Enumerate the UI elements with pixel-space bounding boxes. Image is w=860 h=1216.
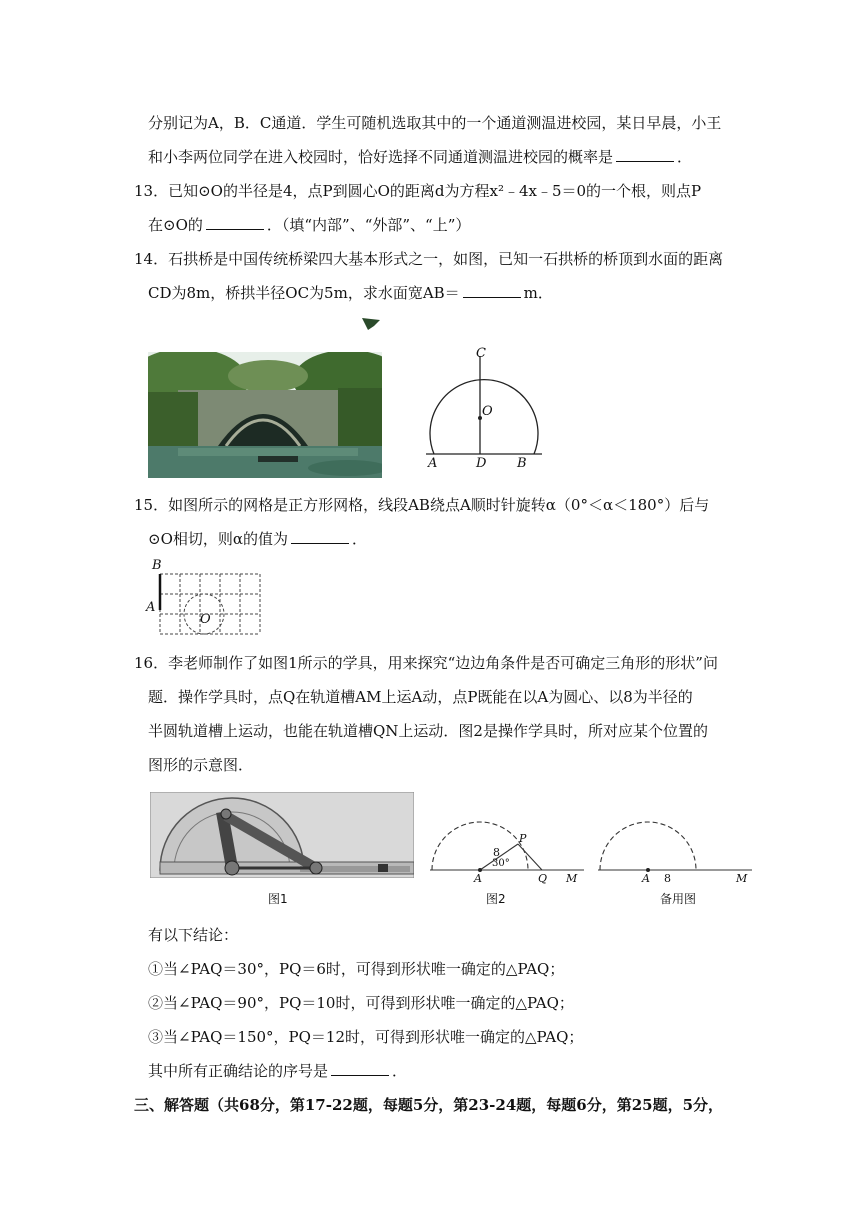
q14-line1: 14．石拱桥是中国传统桥梁四大基本形式之一，如图，已知一石拱桥的桥顶到水面的距离 [134,250,724,268]
q12-line2-text: 和小李两位同学在进入校园时，恰好选择不同通道测温进校园的概率是 [148,148,614,166]
q13-line2 [148,214,470,236]
caption-fig1: 图1 [268,892,288,906]
answer-blank [291,529,349,544]
label-B: B [517,456,527,471]
grid-label-B: B [152,558,162,573]
q16-line2: 题．操作学具时，点Q在轨道槽AM上运A动，点P既能在以A为圆心、以8为半径的 [148,688,693,706]
fig3-label-8: 8 [664,872,671,885]
section-3-heading: 三、解答题（共68分，第17-22题，每题5分，第23-24题，每题6分，第25题，5分， [134,1096,724,1114]
tool-photo [150,792,414,878]
q15-line1: 15．如图所示的网格是正方形网格，线段AB绕点A顺时针旋转α（0°＜α＜180°）后与 [134,496,710,514]
q12-line1: 分别记为A，B．C通道．学生可随机选取其中的一个通道测温进校园，某日早晨，小王 [148,114,722,132]
q16-line1: 16．李老师制作了如图1所示的学具，用来探究“边边角条件是否可确定三角形的形状”问 [134,654,718,672]
conclusion-2: ②当∠PAQ＝90°，PQ＝10时，可得到形状唯一确定的△PAQ； [148,994,574,1012]
label-D: D [476,456,487,471]
q12-line2-end: ． [677,148,693,166]
q15-line2 [148,528,367,550]
conclusion-1: ①当∠PAQ＝30°，PQ＝6时，可得到形状唯一确定的△PAQ； [148,960,565,978]
q16-ask [148,1060,407,1082]
conclusion-intro: 有以下结论： [148,926,239,944]
fig2-label-Q: Q [538,872,548,885]
q14-line2-text: CD为8m，桥拱半径OC为5m，求水面宽AB＝ [148,284,460,302]
fig2-label-P: P [519,832,527,845]
q13-line2-end: ．（填“内部”、“外部”、“上”） [266,216,471,234]
caption-backup: 备用图 [660,892,697,906]
backup-figure-diagram [596,812,756,878]
q14-line2-end: m． [523,284,553,302]
q16-line3: 半圆轨道槽上运动，也能在轨道槽QN上运动．图2是操作学具时，所对应某个位置的 [148,722,708,740]
q16-line4: 图形的示意图． [148,756,254,774]
answer-blank [463,283,521,298]
fig2-label-M: M [566,872,578,885]
answer-blank [331,1061,389,1076]
fig2-label-8: 8 [493,846,500,859]
grid-label-O: O [200,612,211,627]
fig3-label-M: M [736,872,748,885]
label-O: O [482,404,493,419]
stone-bridge-photo [148,352,382,478]
q16-ask-text: 其中所有正确结论的序号是 [148,1062,329,1080]
answer-blank [206,215,264,230]
q13-line2-text: 在⊙O的 [148,216,203,234]
q12-line2 [148,146,692,168]
caption-fig2: 图2 [486,892,506,906]
conclusion-3: ③当∠PAQ＝150°，PQ＝12时，可得到形状唯一确定的△PAQ； [148,1028,584,1046]
q15-line2-end: ． [352,530,368,548]
q16-ask-end: ． [392,1062,408,1080]
fig3-label-A: A [642,872,650,885]
grid-label-A: A [146,600,156,615]
fig2-label-A: A [474,872,482,885]
label-C: C [476,346,486,361]
stray-mark [360,316,384,332]
q14-line2 [148,282,553,304]
answer-blank [616,147,674,162]
label-A: A [428,456,438,471]
q15-line2-text: ⊙O相切，则α的值为 [148,530,288,548]
fig2-label-angle: 30° [492,858,510,869]
q13-line1: 13．已知⊙O的半径是4，点P到圆心O的距离d为方程x²﹣4x﹣5＝0的一个根，则点P [134,182,702,200]
